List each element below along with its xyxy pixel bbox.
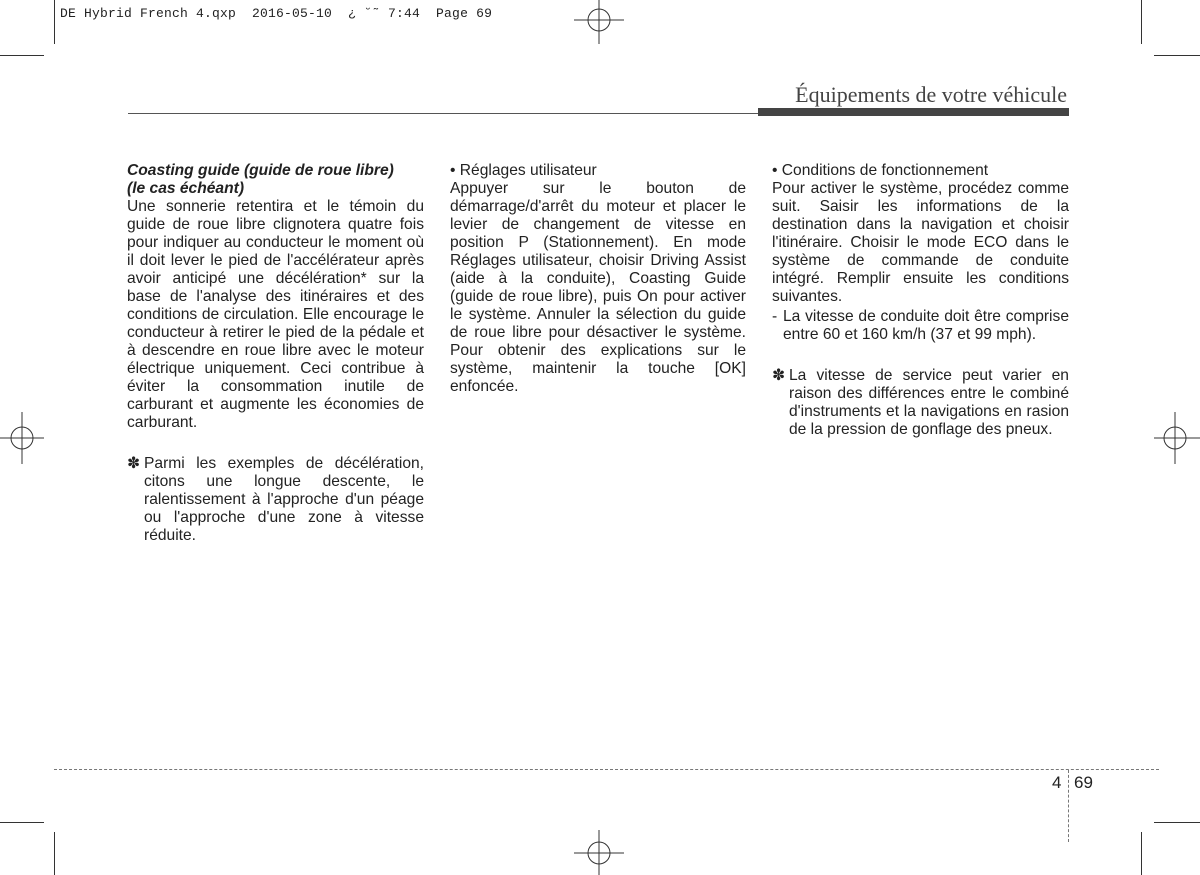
deceleration-note — [127, 455, 424, 545]
speed-condition-text: La vitesse de conduite doit être comprise entre 60 et 160 km/h (37 et 99 mph). — [783, 308, 1069, 343]
crop-mark-bottom-right-h — [1154, 822, 1200, 823]
crop-mark-top-right-h — [1154, 55, 1200, 56]
crop-mark-top-left-h — [0, 55, 44, 56]
coasting-guide-heading-line1: Coasting guide (guide de roue libre) — [127, 162, 394, 179]
registration-mark-left — [0, 412, 44, 464]
crop-mark-top-left-v — [54, 0, 55, 44]
crop-mark-bottom-left-v — [54, 832, 55, 875]
header-rule-thin — [128, 113, 760, 114]
column-2 — [450, 162, 746, 396]
crop-mark-bottom-left-h — [0, 822, 44, 823]
registration-mark-top — [574, 0, 624, 44]
header-rule-thick — [758, 108, 1069, 116]
section-title: Équipements de votre véhicule — [795, 82, 1067, 107]
crop-mark-top-right-v — [1141, 0, 1142, 44]
service-speed-note-text: La vitesse de service peut varier en raison des différences entre le combiné d'instruments et la navigations en rasion de la pression de gonflage des pneux. — [789, 367, 1069, 438]
operating-conditions-text: Pour activer le système, procédez comme suit. Saisir les informations de la destination dans la navigation et choisir l'itinéraire. Choisir le mode ECO dans le système de commande de conduite intégré. Remplir ensuite les conditions suivantes. — [772, 180, 1069, 305]
speed-condition-item — [772, 308, 1069, 344]
page-number: 69 — [1074, 773, 1093, 792]
service-speed-note — [772, 367, 1069, 439]
note-symbol-icon: ✽ — [772, 367, 786, 384]
user-settings-bullet: • Réglages utilisateur — [450, 162, 597, 179]
dash-marker: - — [772, 308, 778, 325]
page-section-number: 4 — [1052, 773, 1062, 792]
page-number-divider — [1068, 770, 1069, 842]
operating-conditions-bullet: • Conditions de fonctionnement — [772, 162, 989, 179]
footer-dashed-rule — [54, 769, 1159, 770]
note-symbol-icon: ✽ — [127, 455, 141, 472]
print-slug: DE Hybrid French 4.qxp 2016-05-10 ¿ ˘˜ 7:44 Page 69 — [60, 6, 493, 21]
coasting-guide-description: Une sonnerie retentira et le témoin du guide de roue libre clignotera quatre fois pour indiquer au conducteur le moment où il doit lever le pied de l'accélérateur après avoir anticipé une décélération* sur la base de l'analyse des itinéraires et des conditions de circulation. Elle encourage le conducteur à retirer le pied de la pédale et à descendre en roue libre avec le moteur électrique uniquement. Ceci contribue à éviter la consommation inutile de carburant et augmente les économies de carburant. — [127, 198, 424, 431]
deceleration-note-text: Parmi les exemples de décélération, citons une longue descente, le ralentissement à l'approche d'un péage ou l'approche d'une zone à vitesse réduite. — [144, 455, 424, 544]
coasting-guide-heading-line2: (le cas échéant) — [127, 180, 245, 197]
user-settings-instructions: Appuyer sur le bouton de démarrage/d'arrêt du moteur et placer le levier de changement de vitesse en position P (Stationnement). En mode Réglages utilisateur, choisir Driving Assist (aide à la conduite), Coasting Guide (guide de roue libre), puis On pour activer le système. Annuler la sélection du guide de roue libre pour désactiver le système. Pour obtenir des explications sur le système, maintenir la touche [OK] enfoncée. — [450, 180, 746, 395]
registration-mark-right — [1154, 412, 1200, 464]
column-3 — [772, 162, 1069, 439]
column-1 — [127, 162, 424, 545]
registration-mark-bottom — [574, 830, 624, 875]
crop-mark-bottom-right-v — [1141, 832, 1142, 875]
